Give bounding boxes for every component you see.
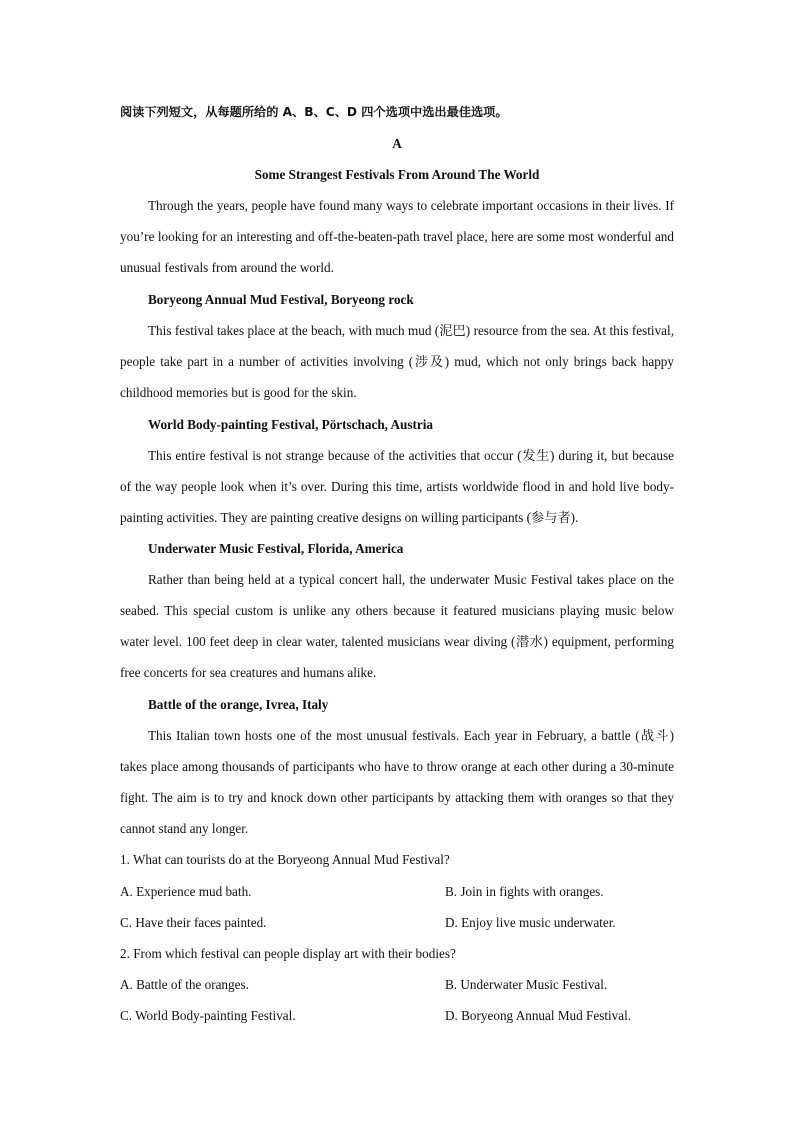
section-letter: A [392,136,402,151]
question-2-option-a: A. Battle of the oranges. [120,977,249,992]
question-1-options-row-1 [120,884,674,900]
question-1-option-a: A. Experience mud bath. [120,884,252,899]
question-1-option-d: D. Enjoy live music underwater. [445,915,616,930]
festival-heading-body-painting: World Body-painting Festival, Pörtschach, Austria [148,417,434,432]
question-2-option-b: B. Underwater Music Festival. [445,977,608,992]
festival-text-underwater-music: Rather than being held at a typical concert hall, the underwater Music Festival takes place on the seabed. This special custom is unlike any others because it featured musicians playing music below water level. 100 feet deep in clear water, talented musicians wear diving (潜水) equipment, performing free concerts for sea creatures and humans alike. [120,572,674,680]
question-1-stem: 1. What can tourists do at the Boryeong Annual Mud Festival? [120,852,450,867]
festival-text-mud: This festival takes place at the beach, with much mud (泥巴) resource from the sea. At this festival, people take part in a number of activities involving (涉及) mud, which not only brings back happy childhood memories but is good for the skin. [120,323,674,400]
question-2-options-row-2 [120,1008,674,1024]
passage-title: Some Strangest Festivals From Around The World [254,167,540,182]
question-2-options-row-1 [120,977,674,993]
question-1-option-c: C. Have their faces painted. [120,915,267,930]
question-1-options-row-2 [120,915,674,931]
question-2-option-c: C. World Body-painting Festival. [120,1008,296,1023]
festival-text-body-painting: This entire festival is not strange because of the activities that occur (发生) during it, but because of the way people look when it’s over. During this time, artists worldwide flood in and hold live body-painting activities. They are painting creative designs on willing participants (参与者). [120,448,674,525]
question-2-option-d: D. Boryeong Annual Mud Festival. [445,1008,632,1023]
instruction-text: 阅读下列短文，从每题所给的 A、B、C、D 四个选项中选出最佳选项。 [120,105,508,119]
festival-heading-underwater-music: Underwater Music Festival, Florida, America [148,541,404,556]
festival-heading-orange-battle: Battle of the orange, Ivrea, Italy [148,697,329,712]
intro-paragraph: Through the years, people have found many ways to celebrate important occasions in their lives. If you’re looking for an interesting and off-the-beaten-path travel place, here are some most wonderful and unusual festivals from around the world. [120,198,674,275]
festival-text-orange-battle: This Italian town hosts one of the most unusual festivals. Each year in February, a battle (战斗) takes place among thousands of participants who have to throw orange at each other during a 30-minute fight. The aim is to try and knock down other participants by attacking them with oranges so that they cannot stand any longer. [120,728,674,836]
question-1-option-b: B. Join in fights with oranges. [445,884,604,899]
question-2-stem: 2. From which festival can people display art with their bodies? [120,946,456,961]
festival-heading-mud: Boryeong Annual Mud Festival, Boryeong rock [148,292,414,307]
